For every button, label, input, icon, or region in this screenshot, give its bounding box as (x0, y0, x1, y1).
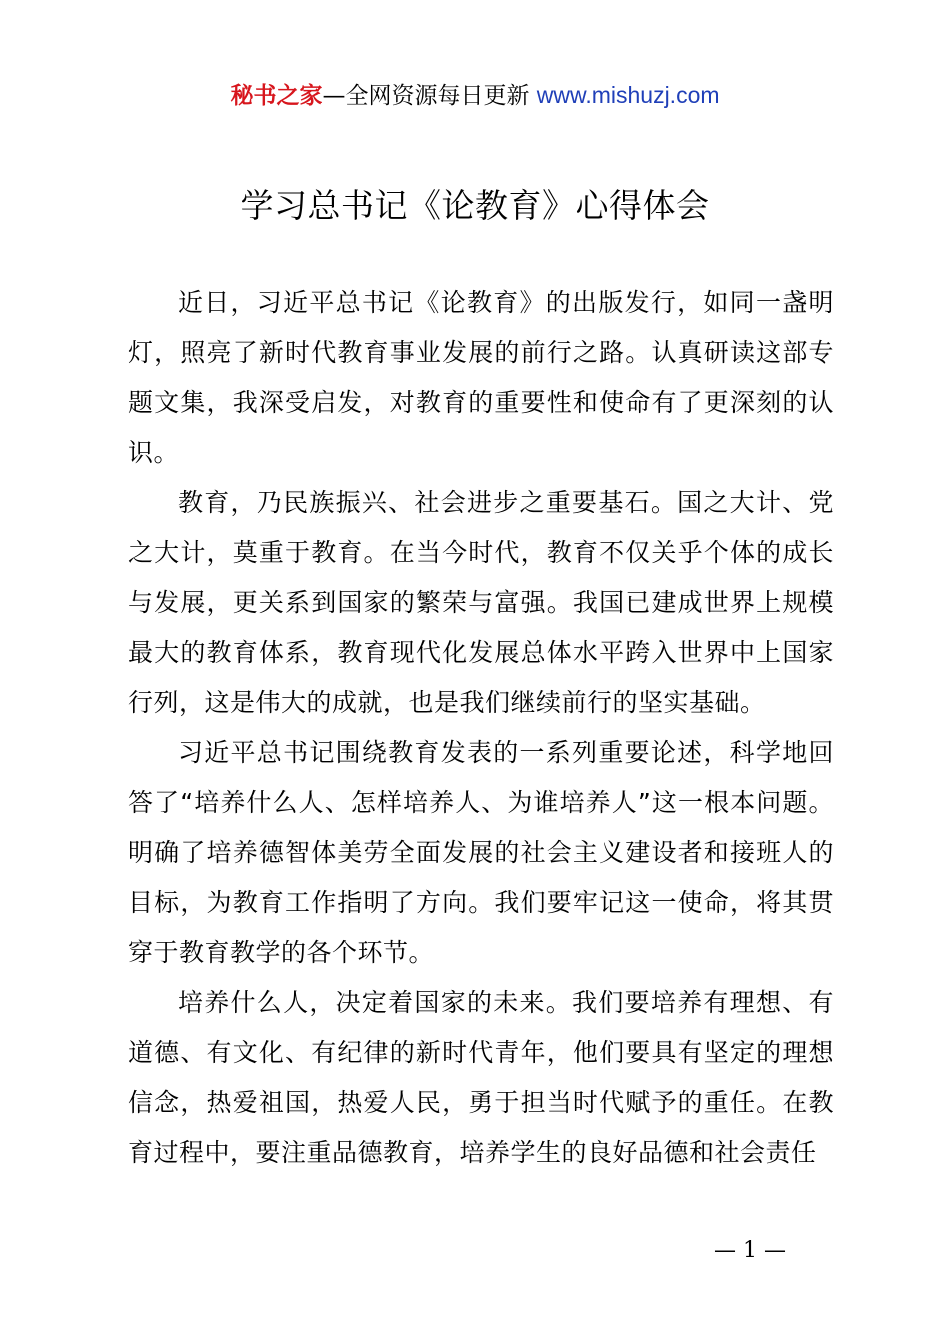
document-body (128, 278, 834, 1178)
site-banner (0, 78, 950, 113)
page-number: — 1 — (714, 1238, 786, 1263)
paragraph: 习近平总书记围绕教育发表的一系列重要论述，科学地回答了“培养什么人、怎样培养人、为谁培养人”这一根本问题。明确了培养德智体美劳全面发展的社会主义建设者和接班人的目标，为教育工作指明了方向。我们要牢记这一使命，将其贯穿于教育教学的各个环节。 (128, 738, 834, 967)
paragraph: 近日，习近平总书记《论教育》的出版发行，如同一盏明灯，照亮了新时代教育事业发展的前行之路。认真研读这部专题文集，我深受启发，对教育的重要性和使命有了更深刻的认识。 (128, 288, 834, 467)
document-title: 学习总书记《论教育》心得体会 (240, 186, 710, 225)
site-url-link[interactable]: www.mishuzj.com (536, 82, 720, 108)
paragraph: 教育，乃民族振兴、社会进步之重要基石。国之大计、党之大计，莫重于教育。在当今时代，教育不仅关乎个体的成长与发展，更关系到国家的繁荣与富强。我国已建成世界上规模最大的教育体系，教育现代化发展总体水平跨入世界中上国家行列，这是伟大的成就，也是我们继续前行的坚实基础。 (128, 488, 834, 717)
brand-name: 秘书之家 (230, 83, 323, 109)
banner-slogan: —全网资源每日更新 (322, 83, 530, 109)
paragraph: 培养什么人，决定着国家的未来。我们要培养有理想、有道德、有文化、有纪律的新时代青年，他们要具有坚定的理想信念，热爱祖国，热爱人民，勇于担当时代赋予的重任。在教育过程中，要注重品德教育，培养学生的良好品德和社会责任 (128, 988, 834, 1167)
